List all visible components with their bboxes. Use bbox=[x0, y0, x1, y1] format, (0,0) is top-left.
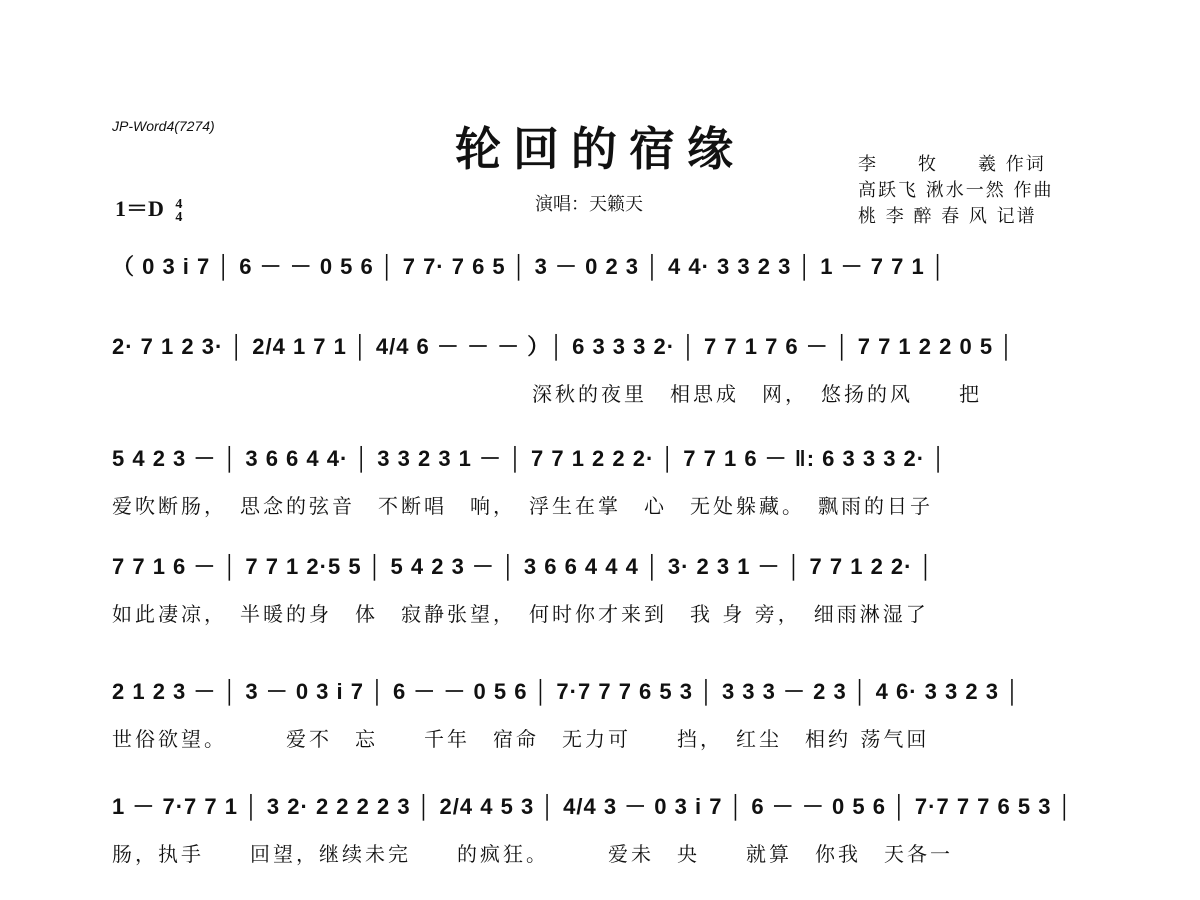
notation-line: 2· 7 1 2 3· │ 2/4 1 7 1 │ 4/4 6 － － － ）│ 6 3 3 3 2· │ 7 7 1 7 6 － │ 7 7 1 2 2 0 5 │ bbox=[112, 334, 1015, 359]
composer-credit: 高跃飞 湫水一然 作曲 bbox=[858, 180, 1054, 201]
score-system-5 bbox=[112, 675, 1092, 785]
score-system-3 bbox=[112, 442, 1092, 552]
notation-line: 7 7 1 6 － │ 7 7 1 2·5 5 │ 5 4 2 3 － │ 3 6 6 4 4 4 │ 3· 2 3 1 － │ 7 7 1 2 2· │ bbox=[112, 554, 935, 579]
lyricist-credit: 李 牧 羲 作词 bbox=[858, 154, 1046, 175]
notation-line: （ 0 3 i 7 │ 6 － － 0 5 6 │ 7 7· 7 6 5 │ 3 － 0 2 3 │ 4 4· 3 3 2 3 │ 1 － 7 7 1 │ bbox=[112, 254, 947, 279]
time-signature-top: 4 bbox=[175, 196, 183, 212]
transcriber-credit: 桃 李 醉 春 风 记谱 bbox=[858, 206, 1037, 227]
lyrics-line bbox=[112, 298, 1092, 328]
lyrics-line: 深秋的夜里 相思成 网， 悠扬的风 把 bbox=[532, 382, 982, 406]
score-system-6 bbox=[112, 790, 1092, 900]
lyrics-line: 爱吹断肠， 思念的弦音 不断唱 响， 浮生在掌 心 无处躲藏。 飘雨的日子 bbox=[112, 494, 933, 518]
score-system-2 bbox=[112, 330, 1092, 440]
key-label: 1＝D bbox=[115, 196, 164, 221]
notation-line: 1 － 7·7 7 1 │ 3 2· 2 2 2 2 3 │ 2/4 4 5 3 │ 4/4 3 － 0 3 i 7 │ 6 － － 0 5 6 │ 7·7 7 7 6 5 3 │ bbox=[112, 794, 1074, 819]
notation-line: 2 1 2 3 － │ 3 － 0 3 i 7 │ 6 － － 0 5 6 │ 7·7 7 7 6 5 3 │ 3 3 3 － 2 3 │ 4 6· 3 3 2 3 │ bbox=[112, 679, 1021, 704]
score-system-4 bbox=[112, 550, 1092, 660]
lyrics-line: 肠，执手 回望，继续未完 的疯狂。 爱未 央 就算 你我 天各一 bbox=[112, 842, 953, 866]
notation-line: 5 4 2 3 － │ 3 6 6 4 4· │ 3 3 2 3 1 － │ 7 7 1 2 2 2· │ 7 7 1 6 － ‖: 6 3 3 3 2· │ bbox=[112, 446, 947, 471]
key-signature bbox=[115, 192, 182, 224]
lyrics-line: 世俗欲望。 爱不 忘 千年 宿命 无力可 挡， 红尘 相约 荡气回 bbox=[112, 727, 930, 751]
song-title: 轮回的宿缘 bbox=[455, 122, 745, 176]
singer-credit: 演唱：天籁天 bbox=[535, 194, 643, 215]
software-watermark: JP-Word4(7274) bbox=[112, 118, 215, 134]
time-signature bbox=[175, 198, 182, 224]
lyrics-line: 如此凄凉， 半暖的身 体 寂静张望， 何时你才来到 我 身 旁， 细雨淋湿了 bbox=[112, 602, 929, 626]
time-signature-bottom: 4 bbox=[175, 209, 183, 225]
